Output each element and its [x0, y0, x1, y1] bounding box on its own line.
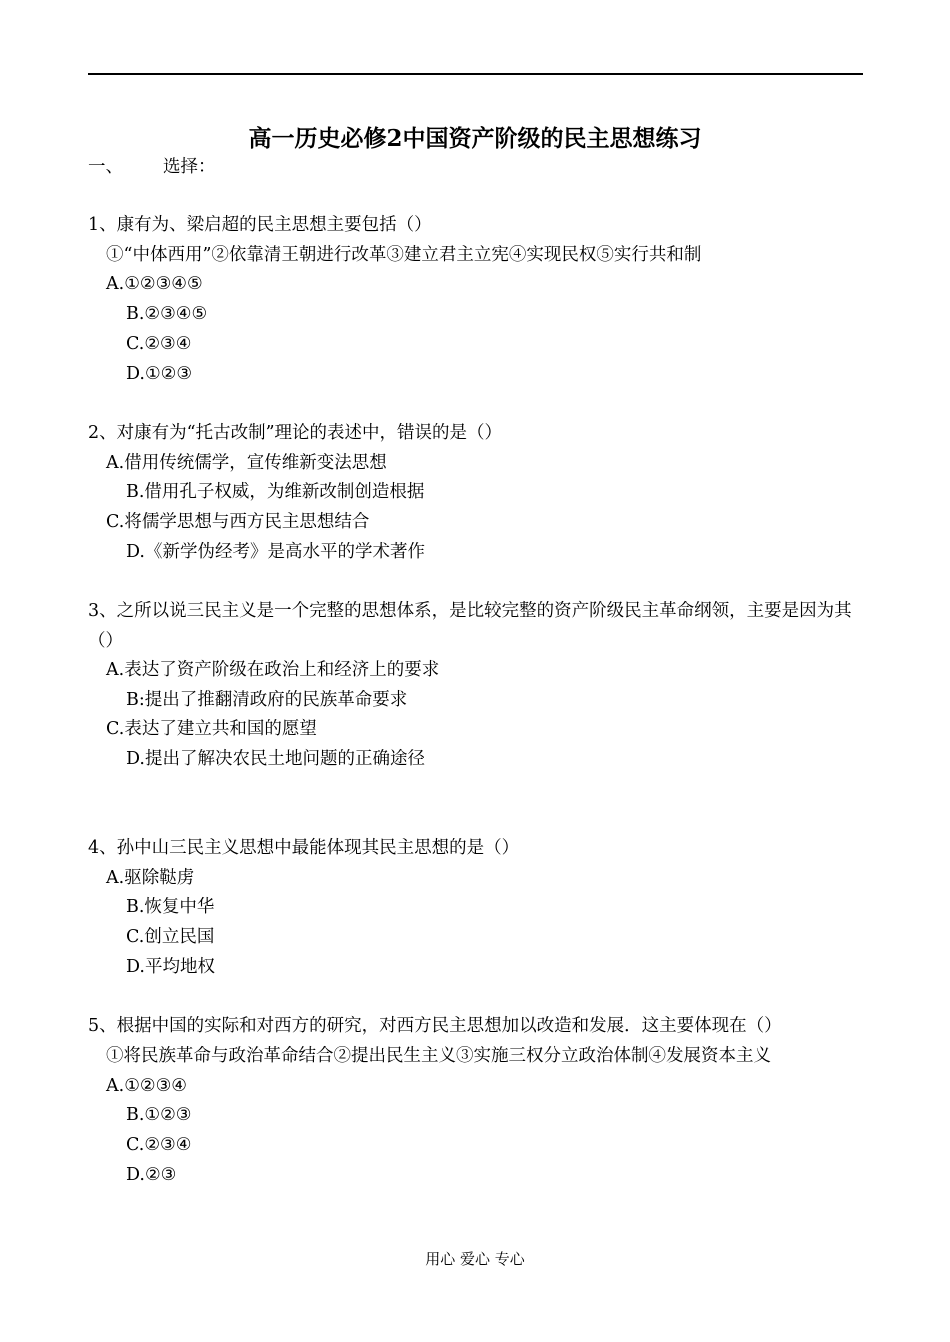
question-1-stem: 1、康有为、梁启超的民主思想主要包括（）	[88, 215, 432, 235]
question-2-option-a: A.借用传统儒学，宣传维新变法思想	[106, 453, 387, 473]
question-4-stem: 4、孙中山三民主义思想中最能体现其民主思想的是（）	[88, 838, 520, 858]
question-3-option-d: D.提出了解决农民土地问题的正确途径	[126, 749, 425, 769]
question-1-option-d: D.①②③	[126, 364, 193, 384]
question-2-stem: 2、对康有为“托古改制”理论的表述中，错误的是（）	[88, 423, 503, 443]
question-5-statements: ①将民族革命与政治革命结合②提出民生主义③实施三权分立政治体制④发展资本主义	[106, 1046, 771, 1066]
question-5-option-a: A.①②③④	[106, 1076, 187, 1096]
section-heading	[88, 156, 216, 178]
question-2-option-b: B.借用孔子权威，为维新改制创造根据	[126, 482, 425, 502]
question-3-option-a: A.表达了资产阶级在政治上和经济上的要求	[106, 660, 440, 680]
question-3-option-b: B:提出了推翻清政府的民族革命要求	[126, 690, 408, 710]
question-5-option-d: D.②③	[126, 1165, 177, 1185]
section-label: 选择：	[163, 157, 216, 177]
page-footer: 用心 爱心 专心	[425, 1250, 525, 1268]
question-4-option-c: C.创立民国	[126, 927, 215, 947]
question-5-stem: 5、根据中国的实际和对西方的研究，对西方民主思想加以改造和发展．这主要体现在（）	[88, 1016, 782, 1036]
question-2-option-c: C.将儒学思想与西方民主思想结合	[106, 512, 370, 532]
question-1-option-a: A.①②③④⑤	[106, 274, 203, 294]
header-rule	[88, 73, 863, 75]
section-number: 一、	[88, 157, 123, 177]
question-1-option-c: C.②③④	[126, 334, 192, 354]
question-3-option-c: C.表达了建立共和国的愿望	[106, 719, 317, 739]
question-1-statements: ①“中体西用”②依靠清王朝进行改革③建立君主立宪④实现民权⑤实行共和制	[106, 245, 702, 265]
question-4-option-a: A.驱除鞑虏	[106, 868, 195, 888]
question-1-option-b: B.②③④⑤	[126, 304, 208, 324]
question-4-option-b: B.恢复中华	[126, 897, 215, 917]
question-2-option-d: D.《新学伪经考》是高水平的学术著作	[126, 542, 425, 562]
question-5-option-c: C.②③④	[126, 1135, 192, 1155]
question-4-option-d: D.平均地权	[126, 957, 215, 977]
question-3-stem: 3、之所以说三民主义是一个完整的思想体系，是比较完整的资产阶级民主革命纲领，主要是因为其（）	[88, 601, 852, 651]
question-5-option-b: B.①②③	[126, 1105, 192, 1125]
document-title: 高一历史必修2中国资产阶级的民主思想练习	[248, 125, 702, 152]
